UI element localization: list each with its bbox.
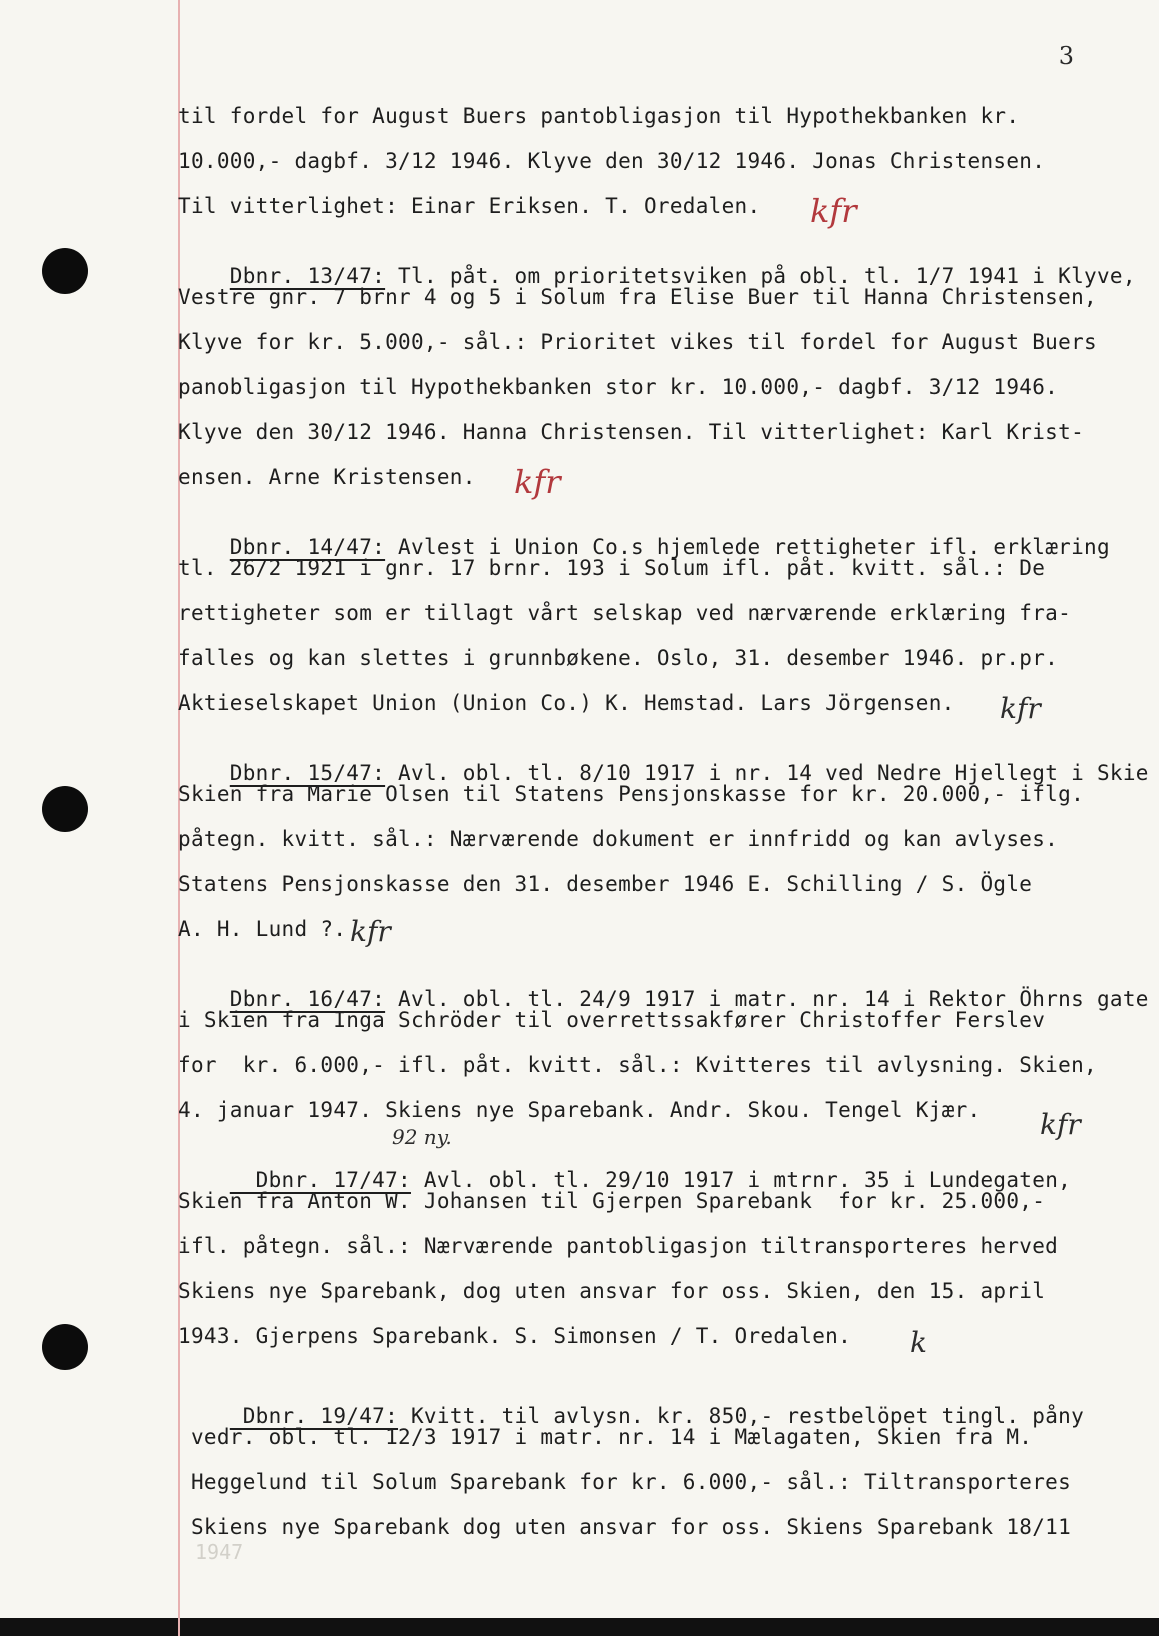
text-line-14: Aktieselskapet Union (Union Co.) K. Hemstad. Lars Jörgensen. xyxy=(178,691,955,715)
text-line-22: for kr. 6.000,- ifl. påt. kvitt. sål.: Kvitteres til avlysning. Skien, xyxy=(178,1053,1097,1077)
entry-number-13: Dbnr. 13/47: xyxy=(229,264,386,288)
text-line-1: til fordel for August Buers pantobligasjon til Hypothekbanken kr. xyxy=(178,104,1020,128)
text-line-23: 4. januar 1947. Skiens nye Sparebank. Andr. Skou. Tengel Kjær. xyxy=(178,1098,981,1122)
text-line-25: Skien fra Anton W. Johansen til Gjerpen Sparebank for kr. 25.000,- xyxy=(178,1189,1046,1213)
text-line-9: ensen. Arne Kristensen. xyxy=(178,465,476,489)
text-line-11: tl. 26/2 1921 i gnr. 17 brnr. 193 i Solum ifl. påt. kvitt. sål.: De xyxy=(178,556,1046,580)
text-line-3: Til vitterlighet: Einar Eriksen. T. Oredalen. xyxy=(178,194,761,218)
text-line-30: vedr. obl. tl. 12/3 1917 i matr. nr. 14 i Mælagaten, Skien fra M. xyxy=(178,1425,1033,1449)
entry-14-text: Avlest i Union Co.s hjemlede rettigheter ifl. erklæring xyxy=(385,535,1110,559)
text-line-12: rettigheter som er tillagt vårt selskap ved nærværende erklæring fra- xyxy=(178,601,1072,625)
punch-hole-middle xyxy=(42,786,88,832)
punch-hole-top xyxy=(42,248,88,294)
handwritten-initials-1: kfr xyxy=(1000,692,1041,725)
text-line-28: 1943. Gjerpens Sparebank. S. Simonsen / T. Oredalen. xyxy=(178,1324,852,1348)
entry-17-text: Avl. obl. tl. 29/10 1917 i mtrnr. 35 i Lundegaten, xyxy=(410,1168,1072,1192)
text-line-18: Statens Pensjonskasse den 31. desember 1946 E. Schilling / S. Ögle xyxy=(178,872,1033,896)
faint-bleedthrough-text: 1947 xyxy=(195,1540,244,1564)
handwritten-initials-4: k xyxy=(910,1326,927,1359)
entry-number-15: Dbnr. 15/47: xyxy=(229,761,386,785)
red-initials-2: kfr xyxy=(514,463,561,501)
handwritten-initials-3: kfr xyxy=(1040,1108,1081,1141)
entry-number-14: Dbnr. 14/47: xyxy=(229,535,386,559)
entry-16-text: Avl. obl. tl. 24/9 1917 i matr. nr. 14 i Rektor Öhrns gate xyxy=(385,987,1149,1011)
text-line-7: panobligasjon til Hypothekbanken stor kr. 10.000,- dagbf. 3/12 1946. xyxy=(178,375,1059,399)
entry-19-text: Kvitt. til avlysn. kr. 850,- restbelöpet tingl. påny xyxy=(398,1404,1085,1428)
punch-hole-bottom xyxy=(42,1324,88,1370)
entry-13-text: Tl. påt. om prioritetsviken på obl. tl. 1/7 1941 i Klyve, xyxy=(385,264,1136,288)
text-line-27: Skiens nye Sparebank, dog uten ansvar for oss. Skien, den 15. april xyxy=(178,1279,1046,1303)
handwritten-correction-note: 92 ny. xyxy=(392,1125,452,1149)
text-line-26: ifl. påtegn. sål.: Nærværende pantobligasjon tiltransporteres herved xyxy=(178,1234,1059,1258)
text-line-17: påtegn. kvitt. sål.: Nærværende dokument er innfridd og kan avlyses. xyxy=(178,827,1059,851)
text-line-6: Klyve for kr. 5.000,- sål.: Prioritet vikes til fordel for August Buers xyxy=(178,330,1097,354)
text-line-19: A. H. Lund ?. xyxy=(178,917,347,941)
entry-number-16: Dbnr. 16/47: xyxy=(229,987,386,1011)
text-line-2: 10.000,- dagbf. 3/12 1946. Klyve den 30/12 1946. Jonas Christensen. xyxy=(178,149,1046,173)
page-number: 3 xyxy=(1058,42,1074,70)
handwritten-initials-2: kfr xyxy=(350,915,391,948)
text-line-5: Vestre gnr. 7 brnr 4 og 5 i Solum fra Elise Buer til Hanna Christensen, xyxy=(178,285,1097,309)
text-line-31: Heggelund til Solum Sparebank for kr. 6.000,- sål.: Tiltransporteres xyxy=(178,1470,1072,1494)
entry-number-19: Dbnr. 19/47: xyxy=(229,1404,399,1428)
text-line-32: Skiens nye Sparebank dog uten ansvar for oss. Skiens Sparebank 18/11 xyxy=(178,1515,1072,1539)
text-line-16: Skien fra Marie Olsen til Statens Pensjonskasse for kr. 20.000,- iflg. xyxy=(178,782,1085,806)
entry-number-17: Dbnr. 17/47: xyxy=(229,1168,411,1192)
entry-15-text: Avl. obl. tl. 8/10 1917 i nr. 14 ved Nedre Hjellegt i Skie xyxy=(385,761,1149,785)
text-line-8: Klyve den 30/12 1946. Hanna Christensen. Til vitterlighet: Karl Krist- xyxy=(178,420,1085,444)
red-initials-1: kfr xyxy=(810,192,857,230)
text-line-13: falles og kan slettes i grunnbøkene. Oslo, 31. desember 1946. pr.pr. xyxy=(178,646,1059,670)
text-line-21: i Skien fra Inga Schröder til overrettssakfører Christoffer Ferslev xyxy=(178,1008,1046,1032)
